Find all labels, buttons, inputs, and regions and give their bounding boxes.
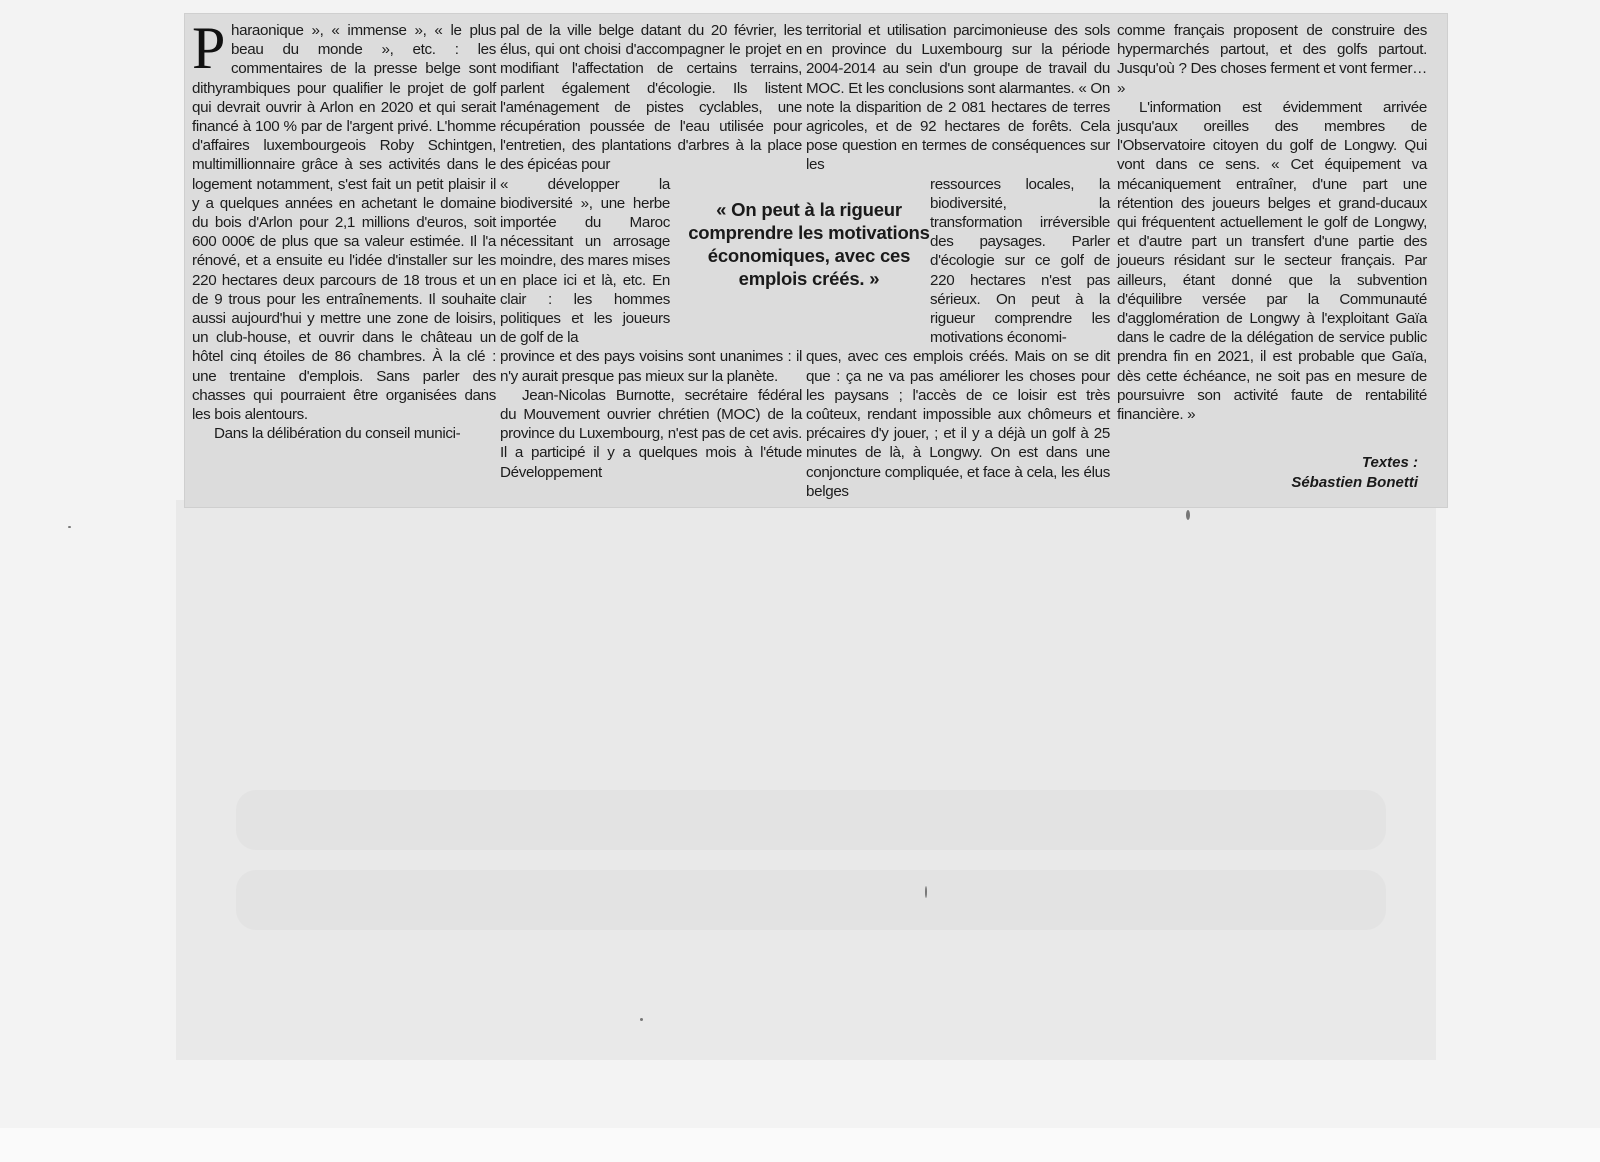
byline-label: Textes : (1361, 454, 1418, 471)
article-paragraph: Jean-Nicolas Burnotte, secrétaire fédéral du Mouvement ouvrier chrétien (MOC) de la province du Luxembourg, n'est pas de cet avis. Il a participé il y a quelques mois à l'étude Développement (500, 386, 802, 481)
scan-speck (640, 1018, 643, 1021)
article-paragraph-continued: province et des pays voisins sont unanimes : il n'y aurait presque pas mieux sur la planète. (500, 348, 802, 385)
scan-speck (1186, 510, 1190, 520)
article-column-4 (1117, 21, 1427, 424)
text-wrap-block: ressources locales, la biodiversité, la transformation irréversible des paysages. Parler d'écologie sur ce golf de 220 hectares n'est pas sérieux. On peut à la rigueur comprendre les motivations économi- (930, 175, 1110, 347)
byline (1291, 453, 1418, 493)
bleed-through-line (236, 790, 1386, 850)
scan-bottom-edge (0, 1128, 1600, 1162)
byline-author: Sébastien Bonetti (1291, 474, 1418, 491)
scan-speck (925, 886, 927, 898)
drop-cap: P (192, 15, 226, 81)
article-paragraph: territorial et utilisation parcimonieuse des sols en province du Luxembourg sur la période 2004-2014 au sein d'un groupe de travail du MOC. Et les conclusions sont alarmantes. « On note la disparition de 2 081 hectares de terres agricoles, et de 92 hectares de forêts. Cela pose question en termes de conséquences sur les (806, 22, 1110, 174)
article-column-1 (192, 15, 496, 443)
article-paragraph: Dans la délibération du conseil munici- (214, 425, 461, 443)
newspaper-clipping (184, 13, 1448, 508)
bleed-through-area (176, 500, 1436, 1060)
article-paragraph: comme français proposent de construire des hypermarchés partout, et des golfs partout. Jusqu'où ? Des choses ferment et vont fermer… » (1117, 22, 1427, 97)
text-wrap-block: « développer la biodiversité », une herbe importée du Maroc nécessitant un arrosage moindre, des mares mises en place ici et là, etc. En clair : les hommes politiques et les joueurs de golf de la (500, 175, 670, 347)
scan-speck (68, 526, 71, 528)
article-paragraph: Pharaonique », « immense », « le plus beau du monde », etc. : les commentaires de la presse belge sont dithyrambiques pour qualifier le projet de golf qui devrait ouvrir à Arlon en 2020 et qui serait financé à 100 % par de l'argent privé. L'homme d'affaires luxembourgeois Roby Schintgen, multimillionnaire grâce à ses activités dans le logement notamment, s'est fait un petit plaisir il y a quelques années en achetant le domaine du bois d'Arlon pour 2,1 millions d'euros, soit 600 000€ de plus que sa valeur estimée. Il l'a rénové, et a ensuite eu l'idée d'installer sur les 220 hectares deux parcours de 18 trous et un de 9 trous pour les entraînements. Il souhaite aussi aujourd'hui y mettre une zone de loisirs, un club-house, et ouvrir dans le château un hôtel cinq étoiles de 86 chambres. À la clé : une trentaine d'emplois. Sans parler des chasses qui pourraient être organisées dans les bois alentours. (192, 15, 496, 424)
article-paragraph: L'information est évidemment arrivée jusqu'aux oreilles des membres de l'Observatoire citoyen du golf de Longwy. Qui vont dans ce sens. « Cet équipement va mécaniquement entraîner, d'une part une rétention des joueurs belges et grand-ducaux qui fréquentent actuellement le golf de Longwy, et d'autre part un transfert d'une partie des joueurs résidant sur le secteur français. Par ailleurs, étant donné que la subvention d'équilibre versée par la Communauté d'agglomération de Longwy à l'exploitant Gaïa dans le cadre de la délégation de service public prendra fin en 2021, il est probable que Gaïa, dès cette échéance, ne soit pas en mesure de poursuivre son activité faute de rentabilité financière. » (1117, 98, 1427, 424)
bleed-through-line (236, 870, 1386, 930)
article-paragraph-continued: ques, avec ces emplois créés. Mais on se dit que : ça ne va pas améliorer les choses pour les paysans ; l'accès de ce loisir est très coûteux, rendant impossible aux chômeurs et précaires d'y jouer, ; et il y a déjà un golf à 25 minutes de là, à Longwy. On est dans une conjoncture compliquée, et face à cela, les élus belges (806, 348, 1110, 500)
pull-quote: « On peut à la rigueur comprendre les motivations économiques, avec ces emplois créés. » (688, 199, 930, 289)
article-paragraph: pal de la ville belge datant du 20 février, les élus, qui ont choisi d'accompagner le projet en modifiant l'affectation de certains terrains, parlent également d'écologie. Ils listent l'aménagement de pistes cyclables, une récupération poussée de l'eau utilisée pour l'entretien, des plantations d'arbres à la place des épicéas pour (500, 22, 802, 174)
